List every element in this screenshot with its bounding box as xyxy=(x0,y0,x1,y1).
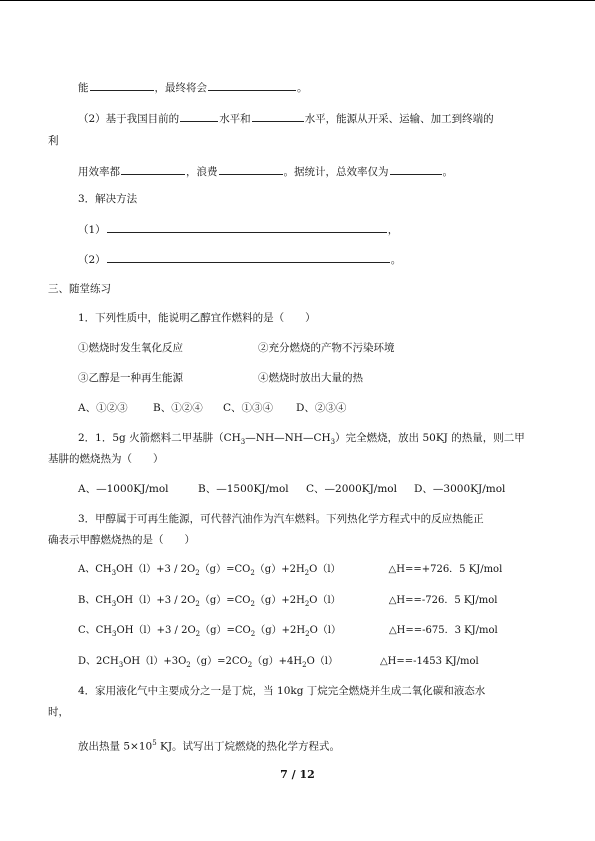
text: C、CH xyxy=(78,625,113,636)
page-number: 7 / 12 xyxy=(280,768,315,781)
subscript: 2 xyxy=(304,569,310,577)
text: （2）基于我国目前的 xyxy=(78,113,180,125)
enthalpy: △H==-1453 KJ/mol xyxy=(379,656,479,667)
text: OH（l）+3O xyxy=(123,656,187,667)
section-heading: 3．解决方法 xyxy=(78,193,138,205)
question-1-stem: 1．下列性质中，能说明乙醇宜作燃料的是（ ） xyxy=(78,312,316,324)
section-header-practice: 三、随堂练习 xyxy=(48,283,111,295)
option: ①燃烧时发生氧化反应 xyxy=(78,342,183,354)
enthalpy: △H==-675．3 KJ/mol xyxy=(388,625,498,636)
question-4-stem-1: 4．家用液化气中主要成分之一是丁烷，当 10kg 丁烷完全燃烧并生成二氧化碳和液态水 xyxy=(78,685,486,697)
subscript: 3 xyxy=(118,661,124,669)
text: A、CH xyxy=(78,564,112,575)
subscript: 2 xyxy=(250,569,255,577)
fill-line-1 xyxy=(78,79,308,95)
fill-line-2 xyxy=(78,110,494,126)
subscript: 2 xyxy=(195,600,200,608)
text: （g）=CO xyxy=(199,564,251,575)
choice-d: D、②③④ xyxy=(296,402,347,414)
choice-b: B、—1500KJ/mol xyxy=(198,483,289,495)
text: 2．1．5g 火箭燃料二甲基肼（CH xyxy=(78,432,241,444)
blank xyxy=(390,163,442,175)
text: O（l） xyxy=(309,625,341,636)
option: ②充分燃烧的产物不污染环境 xyxy=(258,342,395,354)
text: （g）+2H xyxy=(255,625,306,636)
choice-b: B、①②④ xyxy=(153,402,203,414)
choice-a: A、—1000KJ/mol xyxy=(78,483,169,495)
subscript: 2 xyxy=(305,630,310,638)
text: D、2CH xyxy=(78,656,119,667)
subscript: 3 xyxy=(112,630,117,638)
text: —NH—NH—CH xyxy=(245,432,331,444)
blank xyxy=(180,110,218,122)
subscript: 3 xyxy=(240,438,246,447)
text: 。 xyxy=(390,254,402,266)
question-4-stem-2: 时， xyxy=(48,706,69,718)
subscript: 2 xyxy=(247,661,253,669)
blank xyxy=(121,163,185,175)
choice-d: D、—3000KJ/mol xyxy=(414,483,506,495)
subscript: 2 xyxy=(186,661,191,669)
question-3-option-b xyxy=(78,594,497,611)
question-3-option-c xyxy=(78,624,498,641)
question-2-stem-1 xyxy=(78,431,525,449)
blank xyxy=(107,251,390,263)
text: （1） xyxy=(78,224,106,236)
text: （g）+4H xyxy=(252,656,303,667)
text: （g）+2H xyxy=(254,564,305,575)
option: ④燃烧时放出大量的热 xyxy=(258,372,363,384)
subscript: 3 xyxy=(330,438,336,447)
question-3-stem-2: 确表示甲醇燃烧热的是（ ） xyxy=(48,534,195,546)
text: O（l） xyxy=(309,564,341,575)
blank xyxy=(219,163,283,175)
text: ，最终将会 xyxy=(154,82,207,94)
text: B、CH xyxy=(78,595,112,606)
text: KJ。试写出丁烷燃烧的热化学方程式。 xyxy=(156,740,341,753)
question-1-options-row-1 xyxy=(78,341,395,355)
question-4-stem-3 xyxy=(78,736,340,754)
question-1-choices xyxy=(78,401,346,415)
text: 能 xyxy=(78,82,89,94)
text: OH（l）+3 / 2O xyxy=(116,625,196,636)
blank xyxy=(252,110,304,122)
choice-c: C、①③④ xyxy=(223,402,274,414)
question-2-choices xyxy=(78,482,505,496)
text: （g）=2CO xyxy=(190,656,248,667)
text: ， xyxy=(387,224,399,236)
subscript: 2 xyxy=(304,600,310,608)
subscript: 2 xyxy=(302,661,307,669)
superscript: 5 xyxy=(152,739,157,747)
text: （g）+2H xyxy=(254,595,305,606)
text: （2） xyxy=(78,254,106,266)
enthalpy: △H==-726．5 KJ/mol xyxy=(388,595,498,606)
subscript: 2 xyxy=(250,630,256,638)
enthalpy: △H==+726．5 KJ/mol xyxy=(388,564,503,575)
question-1-options-row-2 xyxy=(78,371,363,385)
fill-line-4 xyxy=(78,163,453,179)
text: 。据统计，总效率仅为 xyxy=(283,166,389,178)
question-3-stem-1: 3．甲醇属于可再生能源，可代替汽油作为汽车燃料。下列热化学方程式中的反应热能正 xyxy=(78,513,484,525)
subscript: 2 xyxy=(195,630,201,638)
choice-c: C、—2000KJ/mol xyxy=(306,483,397,495)
subscript: 3 xyxy=(111,600,117,608)
text: 。 xyxy=(297,82,308,94)
fill-line-3: 利 xyxy=(48,135,59,147)
blank xyxy=(90,79,154,91)
text: 放出热量 5×10 xyxy=(78,740,153,753)
text: O（l） xyxy=(309,595,341,606)
subscript: 3 xyxy=(111,569,117,577)
subscript: 2 xyxy=(195,569,200,577)
solution-line-1 xyxy=(78,221,398,237)
blank xyxy=(208,79,296,91)
text: （g）=CO xyxy=(200,625,251,636)
text: 。 xyxy=(442,166,453,178)
solution-line-2 xyxy=(78,251,401,267)
question-3-option-d xyxy=(78,655,479,672)
text: 用效率都 xyxy=(78,166,120,178)
question-3-option-a xyxy=(78,563,502,580)
choice-a: A、①②③ xyxy=(78,402,128,414)
text: 水平，能源从开采、运输、加工到终端的 xyxy=(304,113,494,125)
option: ③乙醇是一种再生能源 xyxy=(78,372,183,384)
text: ，浪费 xyxy=(186,166,218,178)
text: ）完全燃烧，放出 50KJ 的热量，则二甲 xyxy=(335,432,525,444)
blank xyxy=(107,221,387,233)
text: OH（l）+3 / 2O xyxy=(116,595,196,606)
subscript: 2 xyxy=(250,600,255,608)
text: 水平和 xyxy=(219,113,251,125)
text: O（l） xyxy=(306,656,338,667)
question-2-stem-2: 基肼的燃烧热为（ ） xyxy=(48,453,164,465)
text: OH（l）+3 / 2O xyxy=(116,564,196,575)
header-rule xyxy=(0,0,595,1)
text: （g）=CO xyxy=(199,595,251,606)
